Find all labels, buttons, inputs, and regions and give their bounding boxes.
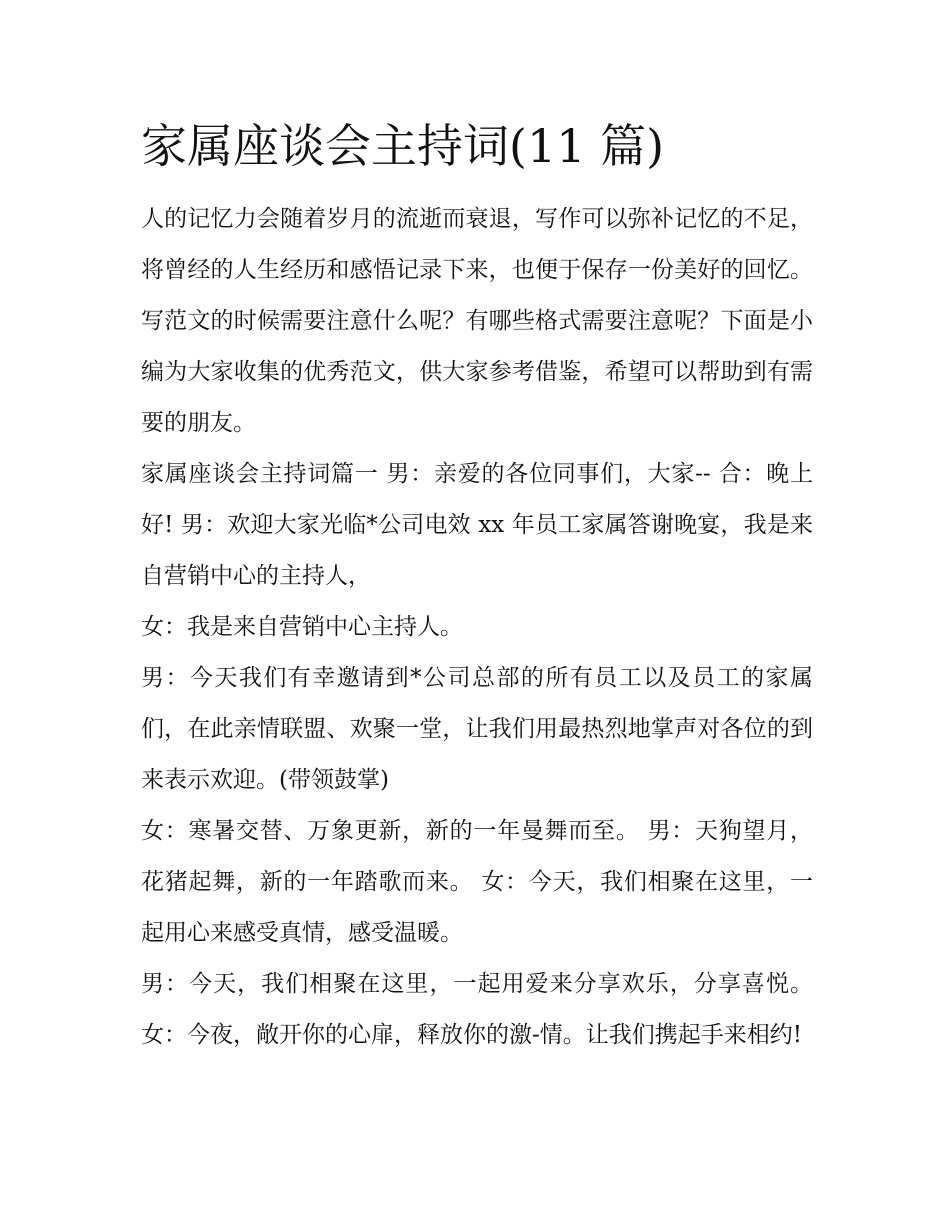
intro-paragraph: 人的记忆力会随着岁月的流逝而衰退，写作可以弥补记忆的不足，将曾经的人生经历和感悟记录下来，也便于保存一份美好的回忆。写范文的时候需要注意什么呢？有哪些格式需要注意呢？下面是小编为大家收集的优秀范文，供大家参考借鉴，希望可以帮助到有需要的朋友。 [141, 206, 813, 436]
document-page [141, 112, 813, 1061]
paragraph-welcome: 男：今天我们有幸邀请到*公司总部的所有员工以及员工的家属们，在此亲情联盟、欢聚一堂，让我们用最热烈地掌声对各位的到来表示欢迎。(带领鼓掌) [141, 665, 813, 793]
paragraph-opening: 家属座谈会主持词篇一 男：亲爱的各位同事们，大家-- 合：晚上好! 男：欢迎大家光临*公司电效 xx 年员工家属答谢晚宴，我是来自营销中心的主持人， [141, 461, 813, 589]
paragraph-female-host-intro: 女：我是来自营销中心主持人。 [141, 614, 463, 640]
paragraph-new-year: 女：寒暑交替、万象更新，新的一年曼舞而至。 男：天狗望月，花猪起舞，新的一年踏歌而来。 女：今天，我们相聚在这里，一起用心来感受真情，感受温暖。 [141, 818, 813, 946]
paragraph-sharing: 男：今天，我们相聚在这里，一起用爱来分享欢乐，分享喜悦。 女：今夜，敞开你的心扉，释放你的激-情。让我们携起手来相约! [141, 971, 813, 1048]
document-title: 家属座谈会主持词(11 篇) [141, 119, 665, 173]
